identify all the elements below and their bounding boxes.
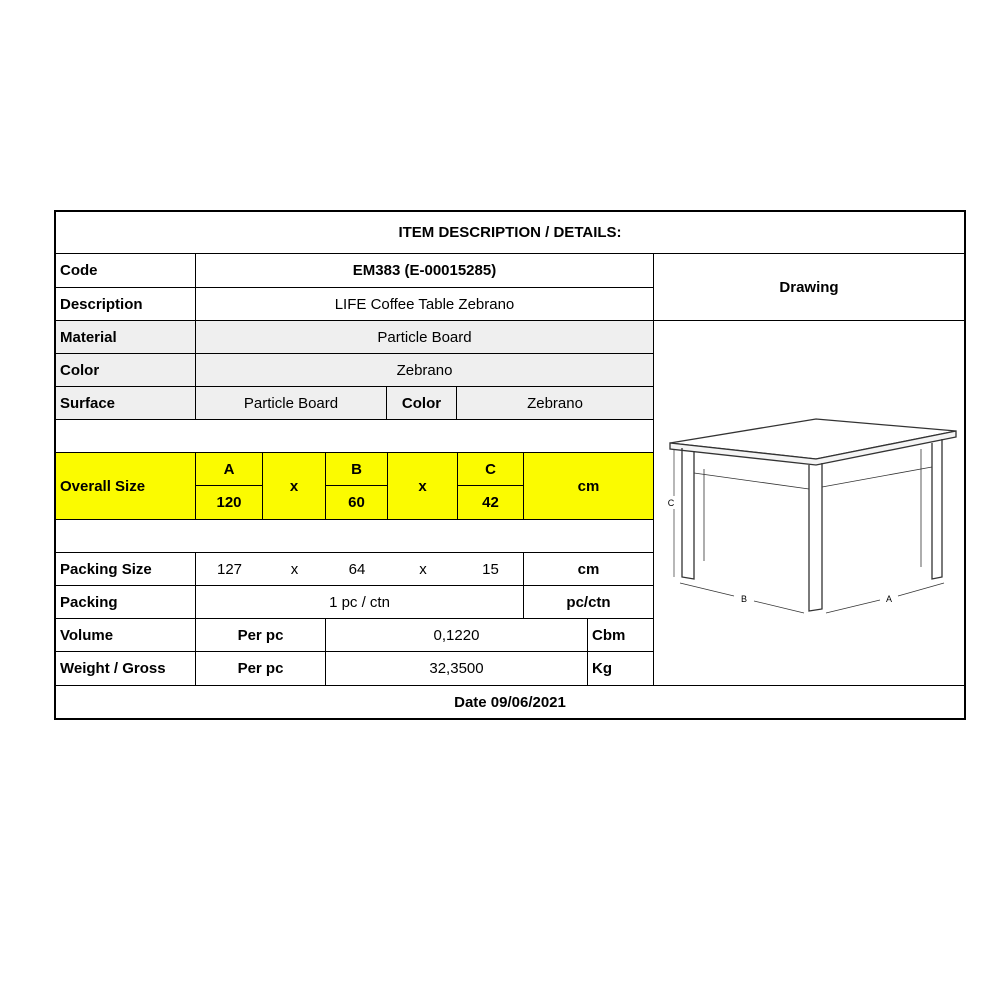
overall-size-a-value: 120: [196, 486, 263, 520]
material-label: Material: [56, 321, 196, 354]
packing-size-sep-1: x: [263, 553, 326, 586]
item-details-sheet: [54, 210, 966, 720]
volume-value: 0,1220: [326, 619, 588, 652]
overall-size-c-value: 42: [458, 486, 524, 520]
code-value: EM383 (E-00015285): [196, 254, 654, 288]
description-value: LIFE Coffee Table Zebrano: [196, 288, 654, 321]
overall-size-label: Overall Size: [56, 453, 196, 520]
overall-size-sep-2: x: [388, 453, 458, 520]
overall-size-b-header: B: [326, 453, 388, 486]
volume-per: Per pc: [196, 619, 326, 652]
spacer-row: [56, 420, 654, 453]
packing-size-c: 15: [458, 553, 524, 586]
packing-size-sep-2: x: [388, 553, 458, 586]
description-label: Description: [56, 288, 196, 321]
surface-label: Surface: [56, 387, 196, 420]
material-value: Particle Board: [196, 321, 654, 354]
packing-size-unit: cm: [524, 553, 654, 586]
packing-size-label: Packing Size: [56, 553, 196, 586]
surface-color-label: Color: [387, 387, 457, 420]
packing-size-a: 127: [196, 553, 263, 586]
dim-c-label: C: [667, 498, 675, 508]
drawing-area: [654, 321, 964, 686]
drawing-label: Drawing: [654, 254, 964, 321]
overall-size-a-header: A: [196, 453, 263, 486]
weight-unit: Kg: [588, 652, 654, 686]
volume-unit: Cbm: [588, 619, 654, 652]
weight-label: Weight / Gross: [56, 652, 196, 686]
dim-a-label: A: [885, 594, 893, 604]
packing-label: Packing: [56, 586, 196, 619]
coffee-table-drawing: [654, 321, 964, 686]
sheet-title: ITEM DESCRIPTION / DETAILS:: [56, 212, 964, 254]
spacer-row-2: [56, 520, 654, 553]
overall-size-sep-1: x: [263, 453, 326, 520]
volume-label: Volume: [56, 619, 196, 652]
surface-color-value: Zebrano: [457, 387, 654, 420]
surface-value: Particle Board: [196, 387, 387, 420]
code-label: Code: [56, 254, 196, 288]
overall-size-c-header: C: [458, 453, 524, 486]
packing-unit: pc/ctn: [524, 586, 654, 619]
dim-b-label: B: [740, 594, 748, 604]
weight-per: Per pc: [196, 652, 326, 686]
overall-size-unit: cm: [524, 453, 654, 520]
color-value: Zebrano: [196, 354, 654, 387]
weight-value: 32,3500: [326, 652, 588, 686]
packing-value: 1 pc / ctn: [196, 586, 524, 619]
date-footer: Date 09/06/2021: [454, 693, 566, 711]
packing-size-b: 64: [326, 553, 388, 586]
color-label: Color: [56, 354, 196, 387]
overall-size-b-value: 60: [326, 486, 388, 520]
